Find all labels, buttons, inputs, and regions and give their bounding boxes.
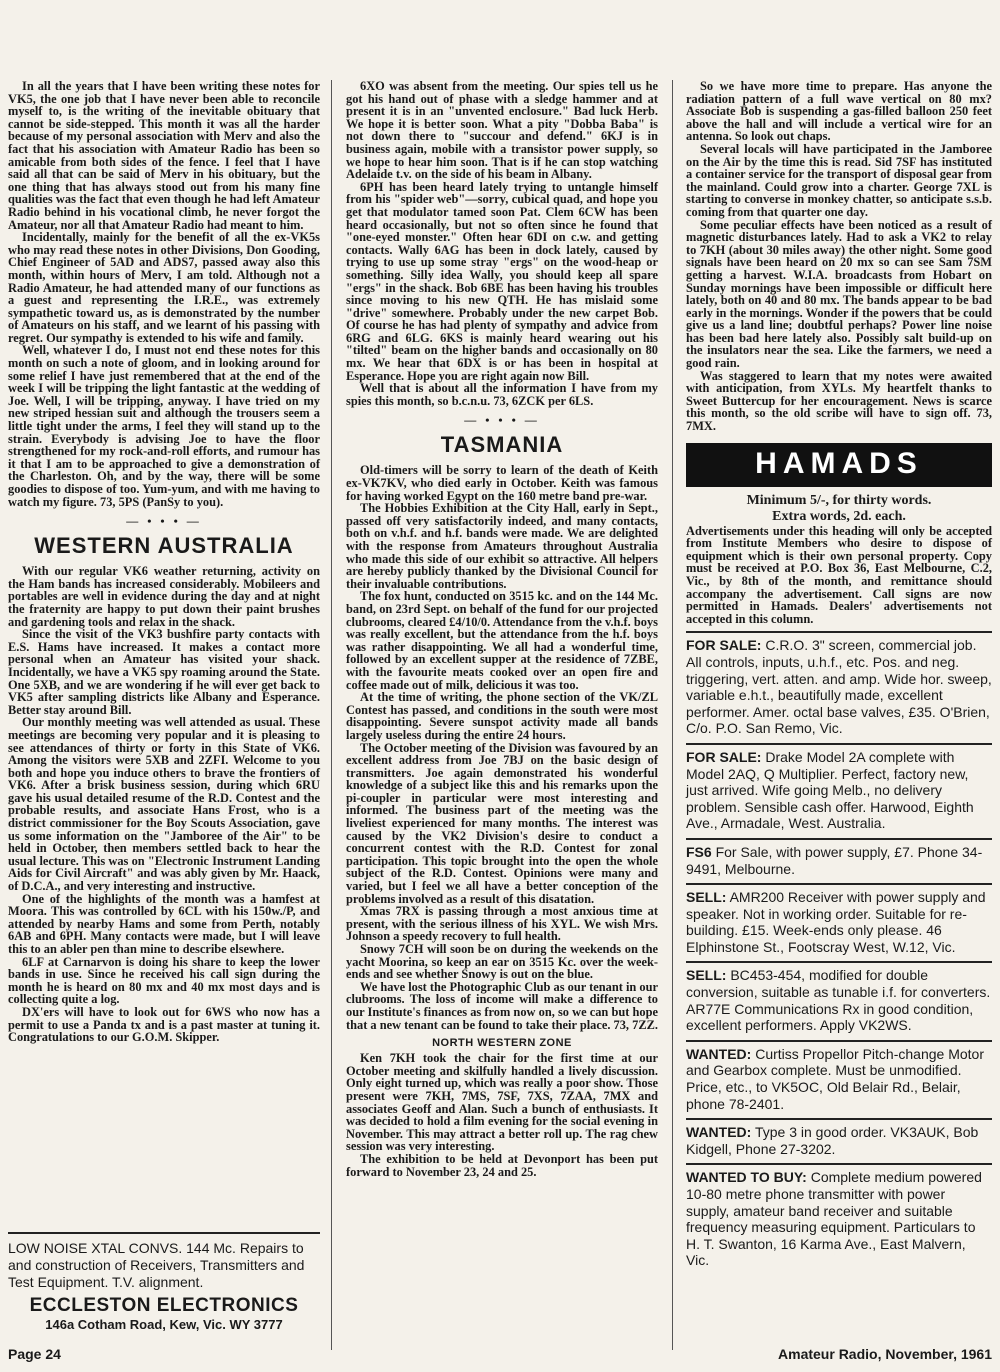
paragraph: The October meeting of the Division was favoured by an excellent address from Joe 7BJ on the basic design of transmitters. Joe again demonstrated his wonderful knowledge of a subject like this and his remarks upon the pi-coupler in particular were most interesting and informed. The business part of the meeting was the liveliest experienced for many months. The interest was caused by the VK2 Division's desire to conduct a concurrent contest with the R.D. Contest for zonal participation. This topic brought into the open the whole subject of the R.D. Contest. Opinions were many and varied, but I feel we all have a better conception of the problems involved as a result of this disatation. [346, 740, 658, 906]
ad-text: C.R.O. 3" screen, commercial job. All controls, inputs, u.h.f., etc. Pos. and neg. triggering, vert. atten. and amp. Wide hor. sweep, variable e.h.t., beautifully made, excellent performer. Amer. octal base valves, £35. O'Brien, C/o. P.O. San Remo, Vic. [686, 637, 992, 737]
section-heading-tasmania: TASMANIA [440, 432, 564, 458]
section-separator: — • • • — [464, 413, 540, 428]
classified-ad [686, 743, 992, 832]
column-3 [686, 80, 992, 1269]
paragraph: Snowy 7CH will soon be on during the weekends on the yacht Moorina, so keep an ear on 3515 Kc. over the week-ends and see whether Snowy is out on the blue. [346, 942, 658, 982]
paragraph: Well, whatever I do, I must not end these notes for this month on such a note of gloom, and in looking around for some relief I have just remembered that at the end of the week I will be tripping the light fantastic at the wedding of Joe. Well, I will be tripping, anyway. I have tried on my new striped hessian suit and although the trousers seem a little tight under the arms, I feel they will stand up to the strain. Everybody is advising Joe to have the floor strengthened for my rock-and-roll efforts, and rumour has it that I am to be approached to give a demonstration of the Charleston. Oh, and by the way, there will be some goodies to dispose of too. Yum-yum, and with me having to watch my figure. 73, 5PS (PanSy to you). [8, 343, 320, 509]
paragraph: Since the visit of the VK3 bushfire party contacts with E.S. Hams have increased. It makes a contact more personal when an Amateur has visited your shack. Incidentally, we have a VK5 spy roaming around the State. One 5XB, and we are wondering if he will ever get back to VK5 after sampling districts like Albany and Esperance. Better stay around Bill. [8, 627, 320, 717]
paragraph: Ken 7KH took the chair for the first time at our October meeting and skilfully handled a lively discussion. Only eight turned up, which was really a poor show. Those present were 7KH, 7MS, 7SF, 7XS, 7ZAA, 7MX and associates Geoff and Alan. Such a bunch of enthusiasts. It was decided to hold a film evening for the social evening in November. This may attract a better roll up. The rag chew session was very interesting. [346, 1051, 658, 1154]
paragraph: Some peculiar effects have been noticed as a result of magnetic disturbances lately. Had to ask a VK2 to relay to 7KH (about 30 miles away) the other night. Some good signals have been heard on 20 mx so can see Sam 7SM getting a harvest. W.I.A. broadcasts from Hobart on Sunday mornings have been impossible or difficult here lately, both on 40 and 80 mx. The bands appear to be bad early in the mornings. Wonder if the powers that be could give us a land line; doubtful perhaps? Power line noise has been bad here lately also. Possibly salt build-up on the insulators near the sea. Like the farmers, we need a good rain. [686, 217, 992, 371]
ad-keyword: FOR SALE: [686, 748, 762, 765]
hamads-rules: Advertisements under this heading will only be accepted from Institute Members who desire to dispose of equipment which is their own personal property. Copy must be received at P.O. Box 36, East Melbourne, C.2, Vic., by 8th of the month, and remittance should accompany the advertisement. Call signs are now permitted in Hamads. Dealers' advertisements not accepted in this column. [686, 523, 992, 626]
classified-ad [686, 838, 992, 877]
paragraph: Incidentally, mainly for the benefit of all the ex-VK5s who may read these notes in other Divisions, Don Gooding, Chief Engineer of 5AD and ADS7, passed away also this month, within hours of Merv, I am told. Although not a Radio Amateur, he had attended many of our functions as a guest and representing the I.R.E., was extremely sympathetic toward us, as is demonstrated by the number of Amateurs on his staff, and we learnt of his passing with regret. Our sympathy is extended to his wife and family. [8, 230, 320, 345]
classified-ad [686, 1118, 992, 1157]
advertiser-address: 146a Cotham Road, Kew, Vic. WY 3777 [45, 1317, 283, 1332]
paragraph: 6PH has been heard lately trying to untangle himself from his "spider web"—sorry, cubical quad, and hope you get that modulator tamed soon Pat. Clem 6CW has been heard occasionally, but not so often since he found that "one-eyed monster." Often hear 6DI on c.w. and getting contacts. Wally 6AG has been in dock lately, caused by trying to use up some stray "ergs" on the wood-heap or something. Silly idea Wally, you should keep all spare "ergs" in the shack. Bob 6BE has been having his troubles since moving to his new QTH. He has mislaid some "drive" somewhere. Probably under the new carpet Bob. Of course he has had plenty of sympathy and advice from 6RG and 6LG. 6KS is mainly heard wearing out his "tilted" beam on the higher bands and occasionally on 80 mx. We hear that 6DX is or has been in hospital at Esperance. Hope you are right again now Bill. [346, 179, 658, 383]
paragraph: Old-timers will be sorry to learn of the death of Keith ex-VK7KV, who died early in October. Keith was famous for having worked Egypt on the 160 metre band pre-war. [346, 463, 658, 503]
paragraph: DX'ers will have to look out for 6WS who now has a permit to use a Panda tx and is a past master at tuning it. Congratulations to our G.O.M. Skipper. [8, 1004, 320, 1045]
paragraph: Xmas 7RX is passing through a most anxious time at present, with the serious illness of his XYL. We wish Mrs. Johnson a speedy recovery to full health. [346, 904, 658, 944]
ad-keyword: WANTED: [686, 1124, 752, 1141]
page-number: Page 24 [8, 1346, 61, 1362]
paragraph: One of the highlights of the month was a hamfest at Moora. This was controlled by 6CL with his 150w./P, and attended by nearby Hams and some from Perth, notably 6AB and 6PH. Many contacts were made, but I will leave this to an abler pen than mine to describe elsewhere. [8, 891, 320, 956]
eccleston-advertisement [8, 1232, 320, 1332]
classified-ad [686, 961, 992, 1033]
subheading-north-western-zone: NORTH WESTERN ZONE [432, 1037, 572, 1050]
ad-keyword: WANTED: [686, 1045, 752, 1062]
hamads-minimum: Minimum 5/-, for thirty words. [746, 492, 932, 508]
ad-keyword: FS6 [686, 843, 712, 860]
ad-keyword: SELL: [686, 889, 727, 906]
paragraph: In all the years that I have been writing these notes for VK5, the one job that I have never been able to reconcile myself to, is the writing of the inevitable obituary that cannot be side-stepped. This month it was all the harder because of my personal association with Merv and also the fact that his association with Amateur Radio has been so amicable from both sides of the fence. I feel that I have said all that can be said of Merv in his obituary, but the one thing that has always stood out from his many fine qualities was the fact that even though he had left Amateur Radio behind in his vocational climb, he never forgot the Amateur, nor all that Amateur Radio had meant to him. [8, 79, 320, 232]
ad-text: For Sale, with power supply, £7. Phone 34-9491, Melbourne. [686, 843, 983, 877]
column-rule [331, 80, 332, 1350]
paragraph: So we have more time to prepare. Has anyone the radiation pattern of a full wave vertical on 80 mx? Associate Bob is suspending a gas-filled balloon 250 feet above the hall and will include a vertical wire for an antenna. So look out chaps. [686, 79, 992, 144]
ad-text: Complete medium powered 10-80 metre phone transmitter with power supply, amateur band receiver and suitable frequency measuring equipment. Particulars to H. T. Swanton, 16 Karma Ave., East Malvern, Vic. [686, 1169, 982, 1269]
ad-text: Drake Model 2A complete with Model 2AQ, Q Multiplier. Perfect, factory new, just arrived. Wife going Melb., no delivery problem. Sensible cash offer. Harwood, Eighth Ave., Armadale, West. Australia. [686, 748, 974, 832]
ad-keyword: SELL: [686, 967, 727, 984]
column-2 [346, 80, 658, 1178]
paragraph: Several locals will have participated in the Jamboree on the Air by the time this is read. Sid 7SF has instituted a container service for the transport of disposal gear from the mainland. Could grow into a charter. George 7XL is starting to converse in monkey chatter, so anticipate s.s.b. coming from that quarter one day. [686, 141, 992, 219]
classified-ad [686, 883, 992, 955]
column-1 [8, 80, 320, 1044]
ad-text: Type 3 in good order. VK3AUK, Bob Kidgell, Phone 27-3202. [686, 1124, 979, 1157]
paragraph: Our monthly meeting was well attended as usual. These meetings are becoming very popular and it is pleasing to see attendances of thirty or forty in this State of VK6. Among the visitors were 5XB and 2ZFI. Welcome to you both and hope you induce others to brave the frontiers of VK6. After a brisk business session, during which 6RU gave his usual detailed resume of the R.D. Contest and the probable results, and associate Hans Frost, who is a district commissioner for the Boy Scouts Association, gave us some information on the "Jamboree of the Air" to be held in October, then members settled back to hear the usual lecture. This was on "Electronic Instrument Landing Aids for Civil Aircraft" and was ably given by Mr. Haack, of D.C.A., and very interesting and instructive. [8, 715, 320, 894]
ad-keyword: FOR SALE: [686, 637, 762, 654]
section-heading-western-australia: WESTERN AUSTRALIA [34, 533, 294, 559]
paragraph: The exhibition to be held at Devonport has been put forward to November 23, 24 and 25. [346, 1151, 658, 1179]
paragraph: 6XO was absent from the meeting. Our spies tell us he got his hand out of phase with a sledge hammer and at present it is in an "unvented enclosure." Bad luck Herb. We hope it is better soon. What a pity "Dobba Baba" is not down there to "succour and defend." 6KJ is in business again, mobile with a transistor power supply, so we hope to hear him soon. That is if he can stop watching Adelaide t.v. on the side of his beam in Albany. [346, 79, 658, 182]
paragraph: The fox hunt, conducted on 3515 kc. and on the 144 Mc. band, on 23rd Sept. on behalf of the fund for our projected clubrooms, cleared £4/10/0. Attendance from the v.h.f. boys was really excellent, but the attendance from the h.f. boys was rather disappointing. We all had a wonderful time, followed by an excellent supper at the residence of 7ZBE, with the favourite meats cooked over an open fire and coffee made out of milk, delicious it was too. [346, 589, 658, 692]
paragraph: At the time of writing, the phone section of the VK/ZL Contest has passed, and conditions in the south were most disappointing. Severe sunspot activity made all bands largely useless during the entire 24 hours. [346, 690, 658, 742]
paragraph: With our regular VK6 weather returning, activity on the Ham bands has increased considerably. Mobileers and portables are well in evidence during the day and at night the fraternity are happy to put down their paint brushes and gardening tools and relax in the shack. [8, 564, 320, 629]
classified-ad [686, 631, 992, 737]
classified-ad [686, 1040, 992, 1112]
ad-keyword: WANTED TO BUY: [686, 1169, 807, 1186]
hamads-extra-words: Extra words, 2d. each. [772, 508, 906, 524]
ad-text: Curtiss Propellor Pitch-change Motor and Gearbox complete. Must be unmodified. Price, etc., to VK5OC, Old Belair Rd., Belair, phone 78-2401. [686, 1045, 984, 1112]
paragraph: Well that is about all the information I have from my spies this month, so b.c.n.u. 73, 6ZCK per 6LS. [346, 381, 658, 408]
column-rule [672, 80, 673, 1350]
publication-line: Amateur Radio, November, 1961 [778, 1346, 992, 1362]
paragraph: We have lost the Photographic Club as our tenant in our clubrooms. The loss of income will make a difference to our Institute's finances as from now on, so we can but hope that a new tenant can be found to take their place. 73, 7ZZ. [346, 979, 658, 1032]
ad-text: AMR200 Receiver with power supply and speaker. Not in working order. Suitable for re-building. £15. Week-ends only please. 46 Elphinstone St., Footscray West, W.12, Vic. [686, 889, 986, 955]
paragraph: The Hobbies Exhibition at the City Hall, early in Sept., passed off very satisfactorily indeed, and many contacts, both on v.h.f. and h.f. bands were made. We are delighted with the response from Amateurs throughout Australia who made this side of our exhibit so attractive. All helpers are hereby publicly thanked by the Divisional Council for their invaluable contributions. [346, 501, 658, 591]
advertisement-text: LOW NOISE XTAL CONVS. 144 Mc. Repairs to and construction of Receivers, Transmitters and Test Equipment. T.V. alignment. [8, 1240, 305, 1290]
section-separator: — • • • — [126, 514, 202, 529]
hamads-banner: HAMADS [686, 443, 992, 487]
paragraph: 6LF at Carnarvon is doing his share to keep the lower bands in use. Since he received his call sign during the month he is heard on 80 mx and 40 mx most days and is collecting quite a log. [8, 954, 320, 1007]
ad-text: BC453-454, modified for double conversion, suitable as tunable i.f. for converters. AR77E Communications Rx in good condition, excellent performers. Apply VK2WS. [686, 967, 991, 1034]
paragraph: Was staggered to learn that my notes were awaited with anticipation, from XYLs. My heartfelt thanks to Sweet Buttercup for her encouragement. News is scarce this month, so the old scribe will have to sign off. 73, 7MX. [686, 368, 992, 434]
advertiser-name: ECCLESTON ELECTRONICS [29, 1295, 299, 1316]
classified-ad [686, 1163, 992, 1269]
